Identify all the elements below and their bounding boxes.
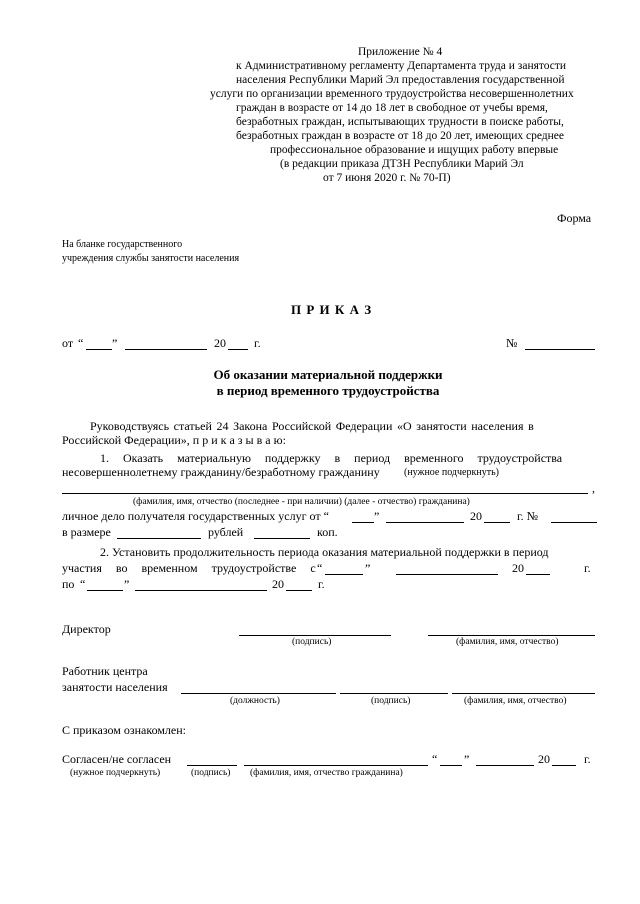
date-quote-open: “ [78, 336, 84, 350]
preamble-line: Руководствуясь статьей 24 Закона Российской Федерации «О занятости населения в [90, 419, 534, 433]
comma: , [592, 481, 595, 495]
worker-label: занятости населения [62, 680, 168, 694]
worker-position-field[interactable] [181, 693, 336, 694]
appendix-line: от 7 июня 2020 г. № 70-П) [323, 172, 451, 184]
acquainted-label: С приказом ознакомлен: [62, 723, 187, 737]
agree-quote-open: “ [432, 752, 438, 766]
appendix-line: безработных граждан в возрасте от 18 до 20 лет, имеющих среднее [236, 130, 564, 142]
day-field[interactable] [86, 349, 112, 350]
amount-kopeks-field[interactable] [254, 538, 310, 539]
period-end-year-prefix: 20 [272, 577, 284, 591]
period-start-month-field[interactable] [396, 574, 498, 575]
signature-caption: (подпись) [292, 637, 332, 647]
number-sign: № [506, 336, 518, 350]
period-start-year-prefix: 20 [512, 561, 524, 575]
appendix-line: граждан в возрасте от 14 до 18 лет в свободное от учебы время, [236, 102, 548, 114]
period-to-label: по [62, 577, 75, 591]
citizen-fio-caption: (фамилия, имя, отчество гражданина) [250, 768, 403, 778]
agree-g: г. [584, 752, 591, 766]
file-number-field[interactable] [551, 522, 597, 523]
preamble-line: Российской Федерации», п р и к а з ы в а ю: [62, 433, 286, 447]
file-number-label: г. № [517, 509, 539, 523]
period-quote-close: ” [365, 561, 371, 575]
amount-rubles-field[interactable] [117, 538, 201, 539]
citizen-fio-sign-field[interactable] [244, 765, 428, 766]
signature-caption: (подпись) [191, 768, 231, 778]
worker-fio-field[interactable] [452, 693, 595, 694]
letterhead-line: На бланке государственного [62, 239, 183, 250]
period-start-day-field[interactable] [325, 574, 363, 575]
period-end-g: г. [318, 577, 325, 591]
underline-note: (нужное подчеркнуть) [404, 467, 499, 478]
appendix-line: услуги по организации временного трудоустройства несовершеннолетних [210, 88, 574, 100]
year-field[interactable] [228, 349, 248, 350]
date-from-label: от [62, 336, 74, 350]
file-year-field[interactable] [484, 522, 510, 523]
year-prefix: 20 [214, 336, 226, 350]
worker-label: Работник центра [62, 664, 148, 678]
file-quote-close: ” [374, 509, 380, 523]
period-end-day-field[interactable] [87, 590, 123, 591]
order-number-field[interactable] [525, 349, 595, 350]
file-day-field[interactable] [352, 522, 374, 523]
year-suffix: г. [254, 336, 261, 350]
agree-year-field[interactable] [552, 765, 576, 766]
clause-1-line: несовершеннолетнему гражданину/безработному гражданину [62, 465, 380, 479]
period-end-month-field[interactable] [135, 590, 267, 591]
agree-day-field[interactable] [440, 765, 462, 766]
appendix-line: профессиональное образование и ищущих работу впервые [270, 144, 559, 156]
period-to-quote-open: “ [80, 577, 86, 591]
subject-line: в период временного трудоустройства [216, 383, 440, 398]
period-quote-open: “ [317, 561, 323, 575]
agree-label: Согласен/не согласен [62, 752, 172, 766]
clause-2-line: 2. Установить продолжительность периода оказания материальной поддержки в период [100, 545, 549, 559]
fio-caption: (фамилия, имя, отчество) [456, 637, 559, 647]
period-start-g: г. [584, 561, 591, 575]
appendix-line: населения Республики Марий Эл предоставления государственной [236, 74, 565, 86]
appendix-line: Приложение № 4 [358, 46, 443, 58]
month-field[interactable] [125, 349, 207, 350]
appendix-line: (в редакции приказа ДТЗН Республики Марий Эл [280, 158, 524, 170]
agree-quote-close: ” [464, 752, 470, 766]
fio-caption: (фамилия, имя, отчество (последнее - при наличии) (далее - отчество) гражданина) [133, 497, 470, 507]
appendix-line: к Административному регламенту Департамента труда и занятости [236, 60, 567, 72]
file-month-field[interactable] [386, 522, 464, 523]
period-start-year-field[interactable] [526, 574, 550, 575]
period-to-quote-close: ” [124, 577, 130, 591]
clause-1-line: 1. Оказать материальную поддержку в период временного трудоустройства [100, 451, 563, 465]
director-label: Директор [62, 622, 111, 636]
director-fio-field[interactable] [428, 635, 595, 636]
period-end-year-field[interactable] [286, 590, 312, 591]
agree-month-field[interactable] [476, 765, 534, 766]
document-title: П Р И К А З [291, 302, 373, 317]
signature-caption: (подпись) [371, 696, 411, 706]
appendix-line: безработных граждан, испытывающих трудности в поиске работы, [236, 116, 564, 128]
fio-caption: (фамилия, имя, отчество) [464, 696, 567, 706]
subject-line: Об оказании материальной поддержки [213, 367, 443, 382]
position-caption: (должность) [230, 696, 280, 706]
worker-signature-field[interactable] [340, 693, 448, 694]
agree-year-prefix: 20 [538, 752, 550, 766]
clause-2-line: участия во временном трудоустройстве с [62, 561, 316, 575]
citizen-fio-field[interactable] [62, 493, 588, 494]
personal-file-label: личное дело получателя государственных услуг от “ [62, 509, 329, 523]
letterhead-line: учреждения службы занятости населения [62, 253, 240, 264]
rubles-label: рублей [208, 525, 244, 539]
file-year-prefix: 20 [470, 509, 482, 523]
citizen-signature-field[interactable] [187, 765, 237, 766]
date-quote-close: ” [112, 336, 118, 350]
underline-note: (нужное подчеркнуть) [70, 768, 161, 778]
amount-label: в размере [62, 525, 111, 539]
director-signature-field[interactable] [239, 635, 391, 636]
form-label: Форма [557, 211, 592, 225]
kopeks-label: коп. [317, 525, 338, 539]
